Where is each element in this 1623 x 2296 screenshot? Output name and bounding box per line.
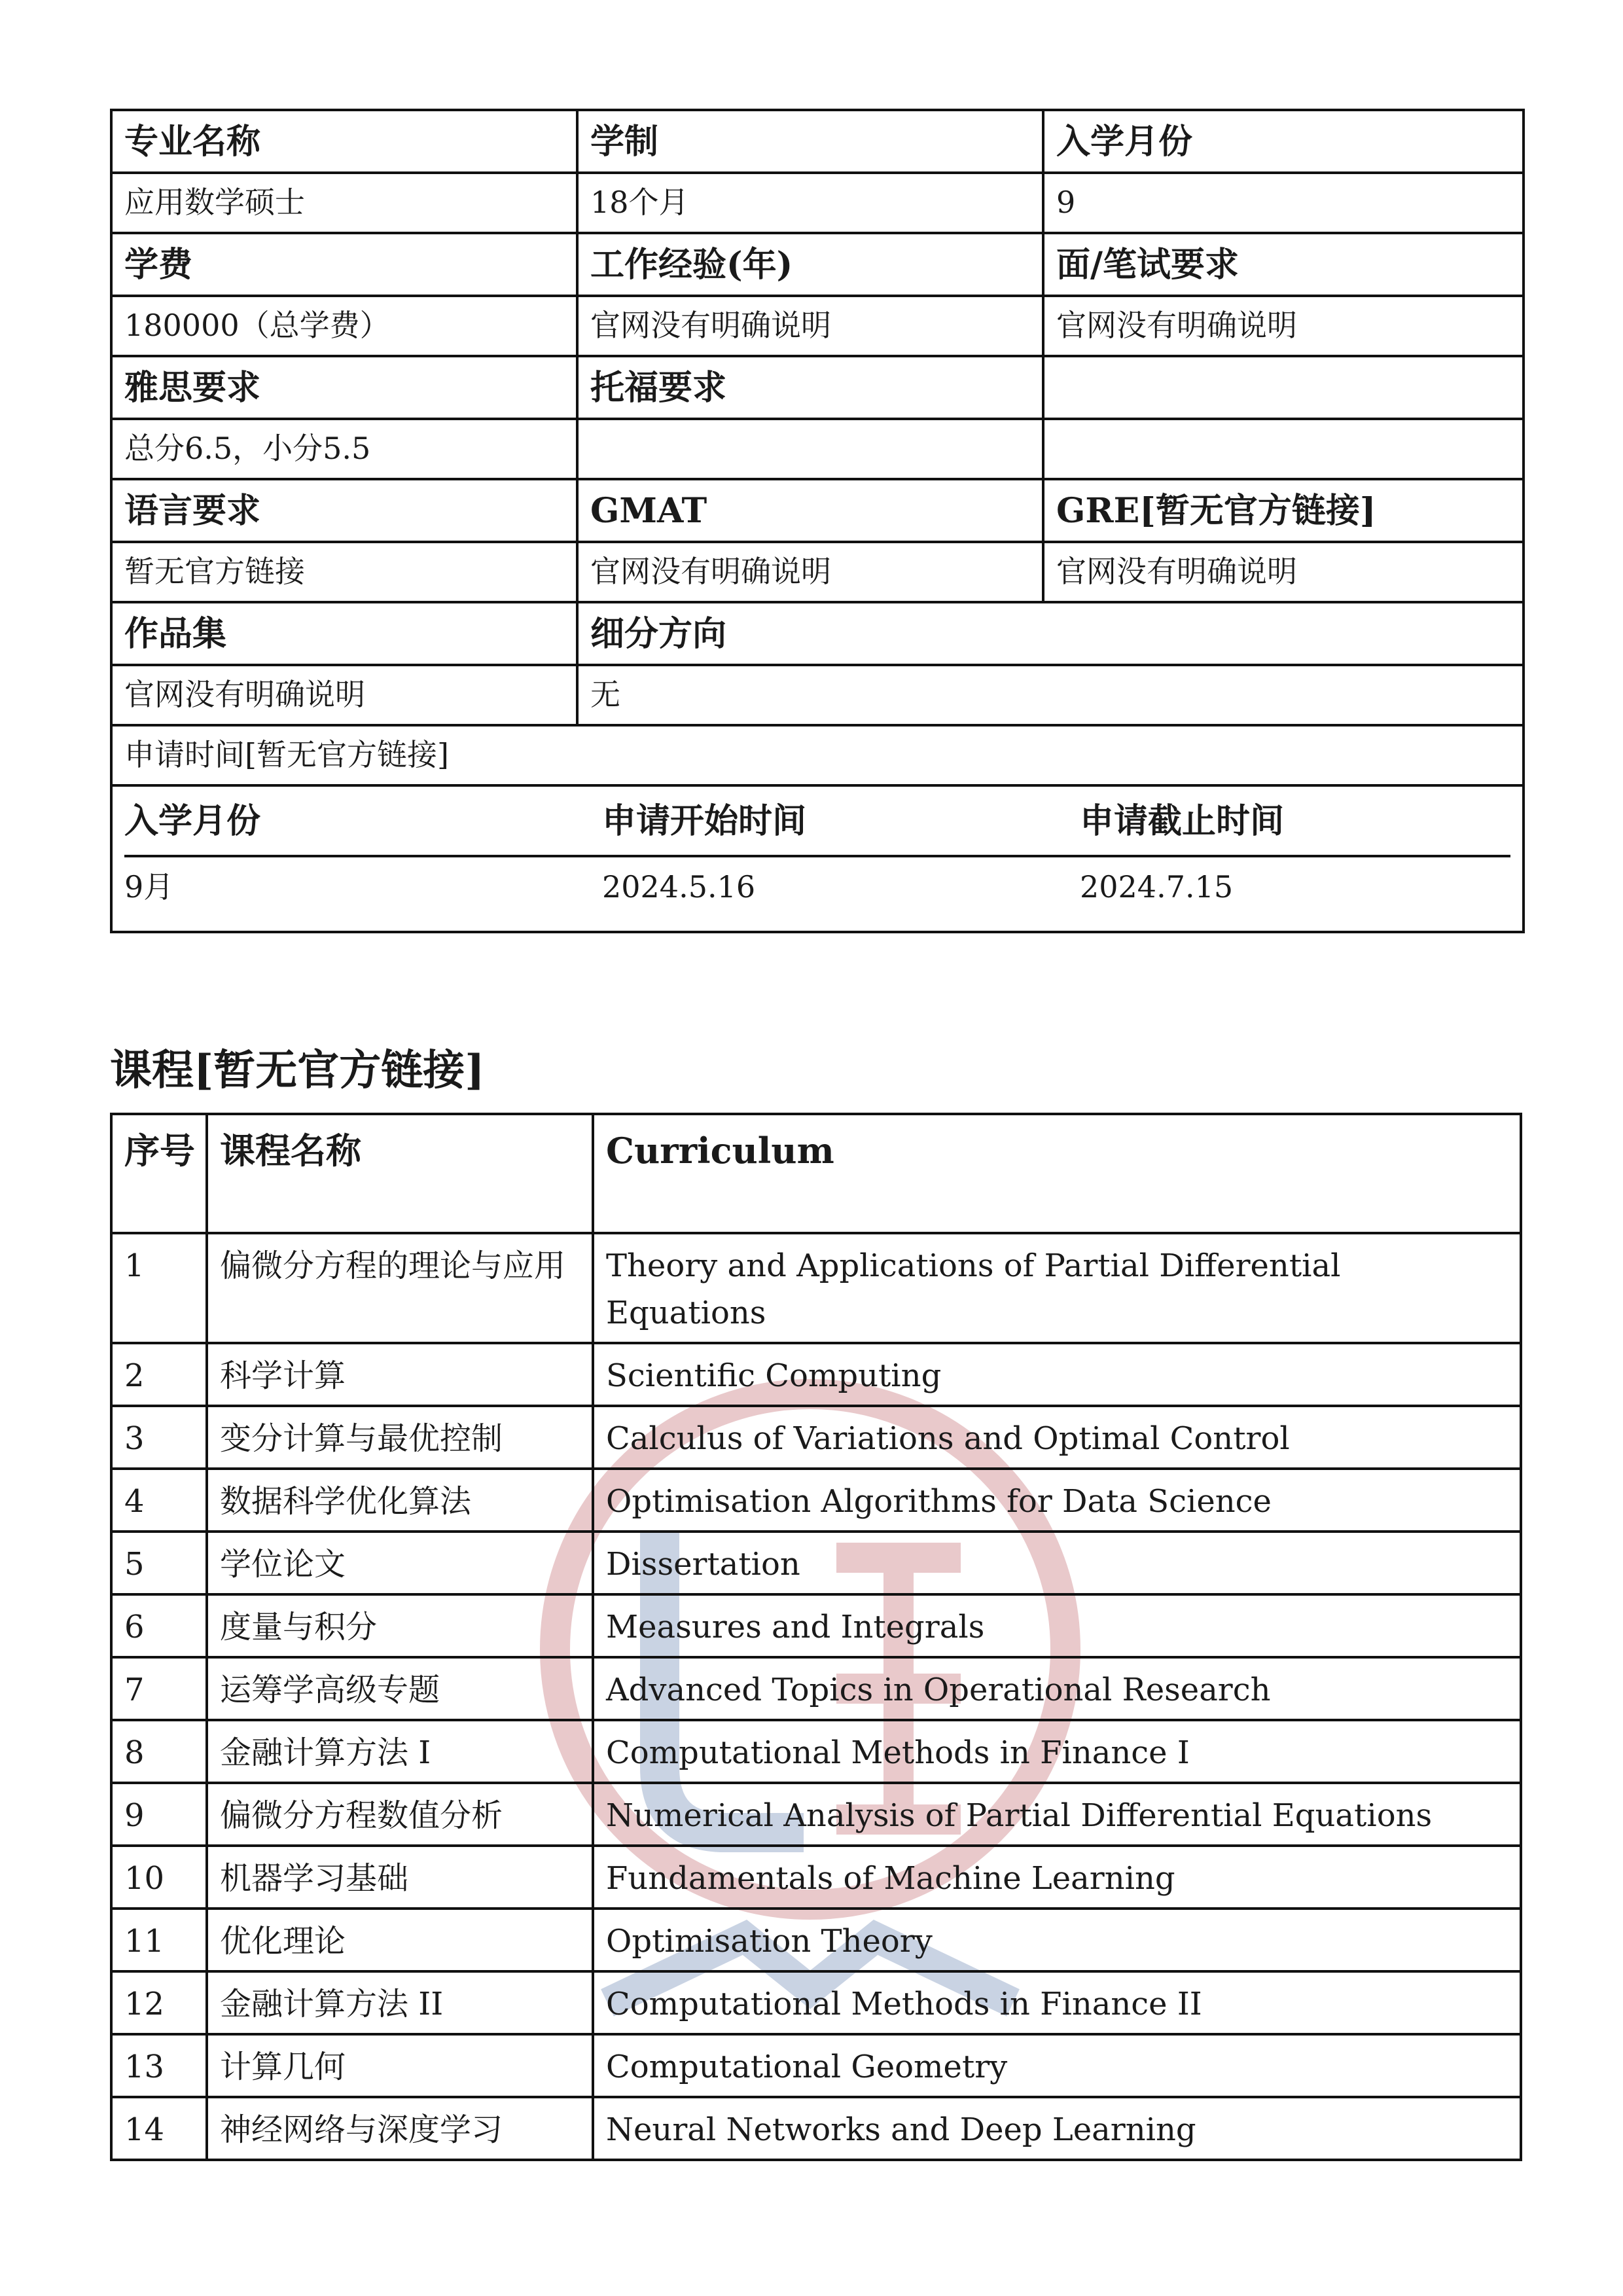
info-header-row [111,110,1524,173]
course-index: 9 [111,1783,207,1846]
course-name-zh: 金融计算方法 I [207,1720,593,1783]
course-index: 3 [111,1406,207,1469]
interview-header: 面/笔试要求 [1043,233,1524,296]
app-deadline-header: 申请截止时间 [1080,787,1510,856]
course-index: 13 [111,2034,207,2097]
info-value-row [111,542,1524,602]
ielts-header: 雅思要求 [111,356,577,419]
course-row [111,2034,1521,2097]
info-value-row [111,665,1524,725]
course-name-en: Numerical Analysis of Partial Differential Equations [593,1783,1521,1846]
course-row [111,1233,1521,1343]
gre-header: GRE[暂无官方链接] [1043,479,1524,542]
courses-table [110,1113,1522,2161]
course-name-zh: 金融计算方法 II [207,1971,593,2034]
application-time-note: 申请时间[暂无官方链接] [111,725,1524,785]
interview-value: 官网没有明确说明 [1043,296,1524,356]
course-index: 8 [111,1720,207,1783]
curriculum-header: Curriculum [593,1114,1521,1233]
course-index: 4 [111,1469,207,1532]
language-value: 暂无官方链接 [111,542,577,602]
intake-month-header: 入学月份 [1043,110,1524,173]
application-note-row [111,725,1524,785]
portfolio-header: 作品集 [111,602,577,665]
course-name-en: Computational Methods in Finance II [593,1971,1521,2034]
course-name-en: Dissertation [593,1532,1521,1594]
specialization-value: 无 [577,665,1524,725]
courses-section-title: 课程[暂无官方链接] [110,1046,485,1095]
course-name-en: Theory and Applications of Partial Differential Equations [593,1233,1521,1343]
tuition-value: 180000（总学费） [111,296,577,356]
application-dates-row [111,785,1524,932]
info-value-row [111,419,1524,479]
course-index: 11 [111,1909,207,1971]
course-index: 2 [111,1343,207,1406]
course-name-zh: 偏微分方程数值分析 [207,1783,593,1846]
course-row [111,1909,1521,1971]
ielts-value: 总分6.5，小分5.5 [111,419,577,479]
duration-value: 18个月 [577,173,1043,233]
course-name-en: Calculus of Variations and Optimal Control [593,1406,1521,1469]
info-header-row [111,602,1524,665]
intake-month-value: 9 [1043,173,1524,233]
application-dates-cell [111,785,1524,932]
course-index: 12 [111,1971,207,2034]
app-start-header: 申请开始时间 [602,787,1080,856]
language-header: 语言要求 [111,479,577,542]
duration-header: 学制 [577,110,1043,173]
info-header-row [111,233,1524,296]
course-index: 1 [111,1233,207,1343]
course-name-en: Scientific Computing [593,1343,1521,1406]
course-name-zh: 度量与积分 [207,1594,593,1657]
empty-header [1043,356,1524,419]
empty-value [1043,419,1524,479]
course-name-en: Computational Geometry [593,2034,1521,2097]
application-dates-header [124,787,1510,856]
work-experience-header: 工作经验(年) [577,233,1043,296]
course-row [111,2097,1521,2160]
course-row [111,1343,1521,1406]
gmat-header: GMAT [577,479,1043,542]
course-name-zh: 变分计算与最优控制 [207,1406,593,1469]
program-name-value: 应用数学硕士 [111,173,577,233]
course-name-zh: 神经网络与深度学习 [207,2097,593,2160]
program-info-table [110,109,1525,933]
course-name-zh: 数据科学优化算法 [207,1469,593,1532]
course-name-en: Optimisation Algorithms for Data Science [593,1469,1521,1532]
toefl-header: 托福要求 [577,356,1043,419]
tuition-header: 学费 [111,233,577,296]
course-name-en: Neural Networks and Deep Learning [593,2097,1521,2160]
course-row [111,1406,1521,1469]
application-dates-values [124,856,1510,918]
specialization-header: 细分方向 [577,602,1524,665]
info-header-row [111,479,1524,542]
info-header-row [111,356,1524,419]
course-name-zh: 学位论文 [207,1532,593,1594]
course-row [111,1469,1521,1532]
app-intake-header: 入学月份 [124,787,602,856]
course-name-zh: 机器学习基础 [207,1846,593,1909]
course-name-header: 课程名称 [207,1114,593,1233]
course-index: 5 [111,1532,207,1594]
course-index: 10 [111,1846,207,1909]
course-row [111,1657,1521,1720]
course-name-zh: 偏微分方程的理论与应用 [207,1233,593,1343]
courses-body [111,1233,1521,2160]
app-intake-value: 9月 [124,869,174,905]
courses-header-row [111,1114,1521,1233]
course-name-en: Optimisation Theory [593,1909,1521,1971]
course-name-zh: 运筹学高级专题 [207,1657,593,1720]
course-row [111,1532,1521,1594]
course-row [111,1783,1521,1846]
course-name-en: Advanced Topics in Operational Research [593,1657,1521,1720]
course-name-zh: 科学计算 [207,1343,593,1406]
info-value-row [111,173,1524,233]
course-row [111,1846,1521,1909]
course-index: 6 [111,1594,207,1657]
course-index: 7 [111,1657,207,1720]
course-name-en: Measures and Integrals [593,1594,1521,1657]
work-experience-value: 官网没有明确说明 [577,296,1043,356]
info-value-row [111,296,1524,356]
course-row [111,1594,1521,1657]
course-name-zh: 优化理论 [207,1909,593,1971]
application-dates-table [124,787,1510,918]
course-index: 14 [111,2097,207,2160]
gre-value: 官网没有明确说明 [1043,542,1524,602]
course-name-zh: 计算几何 [207,2034,593,2097]
program-name-header: 专业名称 [111,110,577,173]
app-start-value: 2024.5.16 [602,869,756,905]
index-header: 序号 [111,1114,207,1233]
gmat-value: 官网没有明确说明 [577,542,1043,602]
app-deadline-value: 2024.7.15 [1080,869,1234,905]
toefl-value [577,419,1043,479]
course-row [111,1720,1521,1783]
course-row [111,1971,1521,2034]
course-name-en: Computational Methods in Finance I [593,1720,1521,1783]
portfolio-value: 官网没有明确说明 [111,665,577,725]
course-name-en: Fundamentals of Machine Learning [593,1846,1521,1909]
